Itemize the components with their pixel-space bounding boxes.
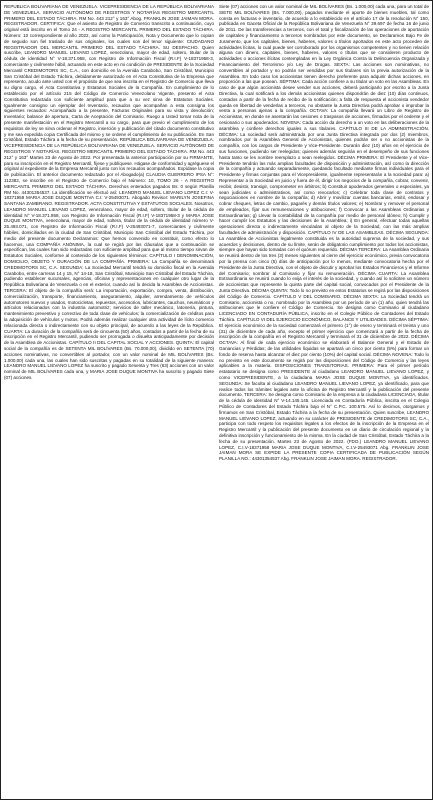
- notice-left-column: [4, 4, 214, 795]
- notice-left-text: REPUBLICA BOLIVARIANA DE VENEZUELA. VICEPRESIDENCIA DE LA REPÚBLICA BOLIVARIANA DE VENEZUELA. SERVICIO AUTÓNOMO DE REGISTROS Y NOTARÍAS REGISTRO MERCANTIL PRIMERO DEL ESTADO TÁCHIRA. RM No. 443 212° y 163° Abog. FRANKLIN JOSE JAIMAN MORA. REGISTRADOR. CERTIFICA: Que el asiento de Registro de Comercio transcrito a continuación, cuyo original está inscrito en el Tomo 24 - A REGISTRO MERCANTIL PRIMERO DEL ESTADO TÁCHIRA. Número: 10 correspondiente al año 2022, así como la Participación, Nota y Documento que lo copian de seguido son fiel traslado de sus originales, los cuales son del tenor siguiente: CIUDADANO REGISTRADOR DEL MERCANTIL PRIMERO DEL ESTADO TÁCHIRA. SU DESPACHO. Quien suscribe, LEANDRO MANUEL LIEVANO LOPEZ, venezolano, mayor de edad, soltero, titular de la cédula de identidad N° V-18.371.958, con Registro de Información Fiscal (R.I.F) V-18371958-3, comerciante y civilmente hábil, actuando en este acto en mi condición de PRESIDENTE de la Sociedad Mercantil CREDIMOTORS SC, C.A., con domicilio en la Avenida Carabobo, San Cristóbal, Municipio San Cristóbal del Estado Táchira, debidamente autorizado en el Acta Constitutiva de la Empresa que represento, acudo ante usted con el propósito de que sea inscrita en el Registro de Comercio que lleva su digno cargo, el Acta Constitutiva y Estatutos Sociales de la Compañía. En cumplimiento de lo establecido por el artículo 215 del Código de Comercio Venezolano Vigente, presento el Acta Constitutiva redactada con suficiente amplitud para que a su vez sirva de Estatutos Sociales. Igualmente consigno un ejemplar del Inventario, recaudos que acompañan a esta consigna los siguientes recaudos: Acompañado a la presente, Facturas Originales para su vista y devolución; Inventario; balance de apertura, Carta de Aceptación del Comisario. Ruego a Usted tomar nota de la presente manifestación en el Registro Mercantil a su cargo, para que previo el cumplimiento de los requisitos de ley se sirva ordenar el Registro, inserción y publicación del citado documento constitutivo y me sea expedida copia Certificada del mismo y se ordene el cumplimiento de su publicación. En San Cristóbal, Estado Táchira a la fecha de su presentación. REPÚBLICA BOLIVARIANA DE VENEZUELA. VICEPRESIDENCIA DE LA REPÚBLICA BOLIVARIANA DE VENEZUELA. SERVICIO AUTÓNOMO DE REGISTROS Y NOTARÍAS. REGISTRO MERCANTIL PRIMERO DEL ESTADO TÁCHIRA. RM No. 443 212° y 163° Martes 23 de Agosto de 2022. Por presentada la anterior participación por su FIRMANTE, para su inscripción en el Registro Mercantil, fíjese y publíquese. Hágase de conformidad y agréguese el original al expediente de la Empresa Mercantil junto con los recaudos acompañados. Expídase la copia de publicación. El anterior documento redactado por el Abogado(a) CLAUDIA GUERRERO IPSA N°: 112382, se inscribe en el Registro de Comercio bajo el Número: 10, TOMO 26 - A REGISTRO MERCANTIL PRIMERO DEL ESTADO TÁCHIRA. Derechos enterados pagados Bs: 0 según Planilla RM No. 44301354537. La identificación se efectuó así: LEANDRO MANUEL LIEVANO LOPEZ C.I: V-18371958 MARIA JOSE DUQUE MONTIVA C.I: V-25493071. Abogado Revisor: MARILYN JOSEFINA SANTANA ZAMBRANO. REGISTRADOR. ACTA CONSTITUTIVA Y ESTATUTOS SOCIALES. Nosotros, LEANDRO MANUEL LIEVANO LOPEZ, venezolano, mayor de edad, soltero, titular de la cédula de identidad N° V-18.371.958, con Registro de Información Fiscal (R.I.F) V-18371958-3 y MARIA JOSE DUQUE MONTIVA, venezolana, mayor de edad, soltera, titular de la cédula de identidad número V-25.493.071, con Registro de Información Fiscal (R.I.F) V-25493071-7, comerciantes y civilmente hábiles, domiciliados en la ciudad de San Cristóbal, Municipio San Cristóbal del Estado Táchira, por medio del presente documento Declaramos: Que hemos convenido en constituir, como efecto lo hacemos, una COMPAÑÍA ANÓNIMA, la cual se regirá por las cláusulas que a continuación se especifican, las cuales han sido redactadas con suficiente amplitud para que al mismo tiempo sirvan de Estatutos Sociales, conforme al contenido de los siguientes términos: CAPÍTULO I DENOMINACIÓN, DOMICILIO, OBJETO Y DURACIÓN DE LA COMPAÑÍA. PRIMERA: La Compañía se denominará CREDIMOTORS SC, C.A. SEGUNDA: La Sociedad Mercantil tendrá su domicilio fiscal en la Avenida Carabobo, entre carreras 14 y 15, N° 14-18, San Cristóbal, Municipio San Cristóbal del Estado Táchira, pudiendo establecer sucursales, agencias, oficinas y representaciones en cualquier otro lugar de la República Bolivariana de Venezuela o en el exterior, cuando así lo decida la Asamblea de Accionistas. TERCERA: El objeto de la compañía será: La importación, exportación, compra, venta, distribución, comercialización, transporte, financiamiento, aseguramiento, alquiler, arrendamiento de vehículos automotores nuevos y usados, motocicletas, repuestos, accesorios, lubricantes, cauchos, neumáticos y artículos relacionados con la industria automotriz; servicios de taller mecánico, latonería, pintura, mantenimiento preventivo y correctivo de toda clase de vehículos; la comercialización de créditos para la adquisición de vehículos y motos. Podrá además realizar cualquier otra actividad de lícito comercio relacionada directa o indirectamente con su objeto principal, de acuerdo a las leyes de la República. CUARTA: La duración de la compañía será de cincuenta (50) años, contados a partir de la fecha de su inscripción en el Registro Mercantil, pudiendo ser prorrogada o disuelta anticipadamente por decisión de la Asamblea de Accionistas. CAPÍTULO II DEL CAPITAL SOCIAL Y ACCIONES. QUINTA: El capital social de la compañía es de SETENTA MIL BOLÍVARES (Bs. 70.000,00), dividido en SETENTA (70) acciones nominativas, no convertibles al portador, con un valor nominal de MIL BOLÍVARES (Bs. 1.000,00) cada una, las cuales han sido suscritas y pagadas en su totalidad de la siguiente manera: LEANDRO MANUEL LIEVANO LOPEZ ha suscrito y pagado Sesenta y Tres (63) acciones con un valor nominal de MIL BOLÍVARES cada una, y MARIA JOSE DUQUE MONTIVA ha suscrito y pagado Siete (07) acciones.: [4, 4, 214, 380]
- notice-right-text: Siete (07) acciones con un valor nominal de MIL BOLÍVARES (Bs. 1.000,00) cada una, para un total de SIETE MIL BOLÍVARES (Bs. 7.000,00), pagados mediante el aporte de bienes muebles, tal como consta en facturas e inventario, de acuerdo a lo establecido en el artículo 17 de la resolución N° 150, publicada en Gaceta Oficial de la República Bolivariana de Venezuela N° 39.697 de fecha 16 de junio de 2011. De las transferencias a terceros, con el total y fiscalización de las operaciones de aportación de capitales y financiamiento a terceros nombrados por este documento, se Declaramos Bajo Fe de Juramento, que los capitales, bienes, haberes, valores o títulos aportados en este acto proceden de actividades lícitas, lo cual puede ser corroborado por los organismos competentes y no tienen relación alguna con dinero, capitales, bienes, haberes, valores o títulos que se consideren producto de actividades o acciones ilícitas contempladas en la Ley Orgánica Contra la Delincuencia Organizada y Financiamiento del Terrorismo y/o Ley de Drogas. SEXTA: Las acciones son nominativas, no convertibles al portador y no podrán ser vendidas por sus titulares sin la previa autorización de la Asamblea. En todo caso los accionistas tienen derecho preferente para adquirir dichas acciones, en proporción a las que posean. SÉPTIMA: Cada acción confiere a su titular un voto en las Asambleas. En caso de que algún accionista desee vender sus acciones, deberá participarlo por escrito a la Junta Directiva, la cual notificará a los demás accionistas quienes dispondrán de diez (10) días continuos, contados a partir de la fecha de recibo de la notificación; a falta de respuesta el accionista vendedor queda en libertad de venderlas a terceros, no obstante la Junta Directiva podrá aprobar o improbar la venta a personas ajenas a la compañía. OCTAVA: La compañía llevará un Libro de Registro de Accionistas, en donde se asentarán las cesiones o traspasos de acciones, firmados por el cedente y el cesionario o sus apoderados. NOVENA: Cada acción da derecho a un voto en las deliberaciones de la asamblea y confiere derechos iguales a sus titulares. CAPÍTULO III DE LA ADMINISTRACIÓN. DÉCIMA: La sociedad será administrada por una Junta Directiva integrada por dos (2) miembros, nombrados por la Asamblea General de Accionistas, quienes podrán ser o no accionistas de la compañía, con los cargos de Presidente y Vice-Presidente. Durarán diez (10) años en el ejercicio de sus funciones, pudiendo ser reelegidos; quienes además seguirán en el desempeño de sus funciones hasta tanto se les nombre reemplazo o sean reelegidos. DÉCIMA PRIMERA: El Presidente y el Vice-Presidente tendrán las más amplias facultades de disposición y administración, así como la dirección de la compañía y actuando separadamente, quedando facultado mediante firmas individuales para el Presidente y firmas conjuntas para el Vicepresidente, igualmente representarán a la sociedad para: a) Representar a la Sociedad en juicio y fuera de él, dirigir los negocios de la compañía, cobrar, convenir, recibir, desistir, transigir, comprometer en árbitros; b) Constituir apoderados generales o especiales, ya sean judiciales o administrativos, así como revocarlos; c) Celebrar toda clase de contratos y negociaciones en nombre de la compañía; d) Abrir y movilizar cuentas bancarias, emitir, endosar y cobrar cheques, letras de cambio, pagarés y demás títulos valores; e) Nombrar y remover el personal de empleados, fijar sus remuneraciones y atribuciones; f) Convocar a las Asambleas Ordinarias y Extraordinarias; g) Llevar la contabilidad de la compañía por medio de personal idóneo; h) Cumplir y hacer cumplir los Estatutos y las decisiones de la Asamblea; i) En general, efectuar todas aquellas operaciones directa o indirectamente vinculadas al objeto de la Sociedad, con las más amplias facultades de administración y disposición. CAPÍTULO IV DE LAS ASAMBLEAS. DÉCIMA SEGUNDA: La Asamblea de Accionistas legalmente constituida es la autoridad suprema de la sociedad, y sus acuerdos y decisiones, dentro de su límite, serán de obligatorio cumplimiento por todos los accionistas, siempre que hayan sido tomadas con el quórum requerido. DÉCIMA TERCERA: La Asamblea Ordinaria se reunirá dentro de los tres (3) meses siguientes al cierre del ejercicio económico, previa convocatoria por la prensa con cinco (5) días de anticipación por lo menos, mediante convocatoria hecha por el Presidente de la Junta Directiva, con el objeto de discutir y aprobar los Estados Financieros y el Informe del Comisario; nombrar al Comisario y fijar su remuneración. DÉCIMA CUARTA: La Asamblea Extraordinaria se reunirá cuando lo exija el interés de la sociedad, y cuando así lo soliciten un número de accionistas que represente la quinta parte del capital social, convocados por el Presidente de la Junta Directiva. DÉCIMA QUINTA: Todo lo no previsto en estos Estatutos se regirá por las disposiciones del Código de Comercio. CAPÍTULO V DEL COMISARIO. DÉCIMA SEXTA: La Sociedad tendrá un Comisario, accionista o no, nombrado por la Asamblea por un período de un (1) año, quien tendrá las atribuciones que le confiere el Código de Comercio. Se designa como Comisario al ciudadano LICENCIADO EN CONTADURÍA PÚBLICA, inscrito en el Colegio Público de Contadores del Estado Táchira. CAPÍTULO VI DEL EJERCICIO ECONÓMICO, BALANCE Y UTILIDADES. DÉCIMA SÉPTIMA: El ejercicio económico de la sociedad comenzará el primero (1°) de enero y terminará el treinta y uno (31) de diciembre de cada año, excepto el primer ejercicio que comenzará a partir de la fecha de inscripción de la compañía en el Registro Mercantil y terminará el 31 de diciembre de 2022. DÉCIMA OCTAVA: Al final de cada ejercicio económico se elaborará el Balance General y el Estado de Ganancias y Pérdidas; de las utilidades líquidas se apartará un cinco por ciento (5%) para formar un fondo de reserva hasta alcanzar el diez por ciento (10%) del capital social. DÉCIMA NOVENA: Todo lo no previsto en este documento se regirá por las disposiciones del Código de Comercio y las leyes aplicables a la materia. DISPOSICIONES TRANSITORIAS. PRIMERA: Para el primer período estatutario se designa como PRESIDENTE al ciudadano LEANDRO MANUEL LIEVANO LOPEZ, y como VICEPRESIDENTE, a la ciudadana MARIA JOSE DUQUE MONTIVA, ya identificados. SEGUNDA: Se faculta al ciudadano LEANDRO MANUEL LIEVANO LOPEZ, ya identificado, para que realice todos los trámites legales ante la oficina de Registro Mercantil y la publicación del presente documento. TERCERA: Se designa como Comisario de la empresa a la ciudadana LICENCIADA, titular de la cédula de identidad N° V-14.145.145. Licenciada en Contaduría Pública, inscrita en el Colegio Público de Contadores del Estado Táchira bajo el N° C.P.C. 100.575. Así lo decimos, otorgamos y firmamos en San Cristóbal, Estado Táchira a la fecha de su presentación. Quien suscribe, LEANDRO MANUEL LIEVANO LOPEZ, actuando en su carácter de PRESIDENTE de CREDIMOTORS SC, C.A., participa con todo respeto los requisitos legales a los efectos de la inscripción de la Empresa en el Registro Mercantil y la publicación del presente documento en un diario de circulación regional y la definitiva inscripción y funcionamiento de la misma. En la ciudad de San Cristóbal, Estado Táchira a la fecha de su presentación. Martes 23 de Agosto de 2022. (FDO.) LEANDRO MANUEL LIEVANO LOPEZ, C.I.V-18371958 MARIA JOSE DUQUE MONTIVA, C.I.V-25493071 Abg. FRANKLIN JOSE JAIMAN MORA SE EXPIDE LA PRESENTE COPIA CERTIFICADA DE PUBLICACIÓN SEGÚN PLANILLA NO.: 44301354537 Abg. FRANKLIN JOSE JAIMAN MORA. REGISTRADOR.: [219, 4, 429, 462]
- notice-right-column: [219, 4, 429, 795]
